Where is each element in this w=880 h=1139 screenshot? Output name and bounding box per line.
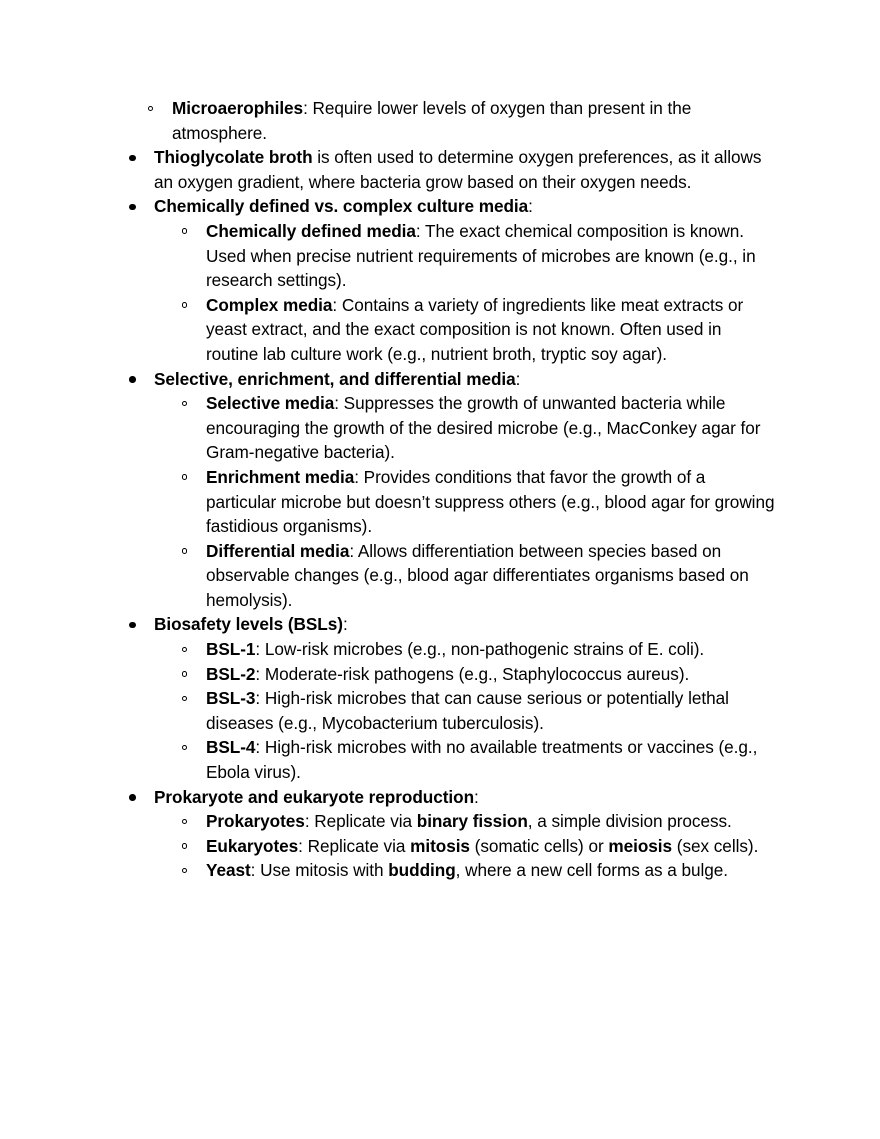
- bold-text-run: Thioglycolate broth: [154, 147, 313, 168]
- sub-list-item: [154, 662, 778, 687]
- bold-text-run: mitosis: [410, 835, 470, 856]
- hollow-circle-bullet-icon: [182, 474, 187, 479]
- text-run: , a simple division process.: [527, 811, 732, 832]
- bullet-list-level-1: [120, 96, 778, 883]
- hollow-circle-bullet-icon: [182, 302, 187, 307]
- text-run: : Contains a variety of ingredients like meat extracts or yeast extract, and the exact composition is not known. Often used in routine lab culture work (e.g., nutrient broth, tryptic soy agar).: [206, 294, 744, 364]
- bold-text-run: BSL-3: [206, 688, 256, 709]
- bold-text-run: Yeast: [206, 860, 251, 881]
- hollow-circle-bullet-icon: [182, 228, 187, 233]
- filled-disc-bullet-icon: [129, 376, 136, 383]
- sub-list-item-text: [172, 96, 778, 145]
- bold-text-run: meiosis: [608, 835, 673, 856]
- bullet-list-level-2: [154, 637, 778, 785]
- text-run: , where a new cell forms as a bulge.: [455, 860, 729, 881]
- bold-text-run: Prokaryote and eukaryote reproduction: [154, 786, 475, 807]
- text-run: : Replicate via: [298, 835, 411, 856]
- sub-list-item: [154, 686, 778, 735]
- hollow-circle-bullet-icon: [182, 548, 187, 553]
- text-run: : Use mitosis with: [250, 860, 389, 881]
- bold-text-run: BSL-2: [206, 663, 256, 684]
- bullet-list-level-2: [154, 809, 778, 883]
- bold-text-run: BSL-4: [206, 737, 256, 758]
- sub-list-item: [154, 809, 778, 834]
- sub-list-item-text: [206, 662, 778, 687]
- sub-list-item: [154, 834, 778, 859]
- text-run: : Suppresses the growth of unwanted bacteria while encouraging the growth of the desired microbe (e.g., MacConkey agar for Gram-negative bacteria).: [206, 393, 761, 463]
- sub-list-item: [154, 539, 778, 613]
- list-item: [120, 612, 778, 784]
- filled-disc-bullet-icon: [129, 622, 136, 629]
- hollow-circle-bullet-icon: [182, 868, 187, 873]
- hollow-circle-bullet-icon: [182, 696, 187, 701]
- bullet-list-level-2: [154, 391, 778, 612]
- hollow-circle-bullet-icon: [182, 671, 187, 676]
- sub-list-item: [154, 219, 778, 293]
- text-run: :: [528, 196, 533, 217]
- list-item-text: [154, 612, 778, 637]
- bold-text-run: Chemically defined vs. complex culture media: [154, 196, 529, 217]
- sub-list-item-text: [206, 834, 778, 859]
- text-run: : Replicate via: [304, 811, 417, 832]
- bold-text-run: budding: [388, 860, 456, 881]
- sub-list-item: [154, 637, 778, 662]
- list-item-text: [154, 785, 778, 810]
- bold-text-run: binary fission: [416, 811, 528, 832]
- text-run: : Moderate-risk pathogens (e.g., Staphylococcus aureus).: [255, 663, 690, 684]
- text-run: : The exact chemical composition is known. Used when precise nutrient requirements of microbes are known (e.g., in research settings).: [206, 220, 756, 291]
- hollow-circle-bullet-icon: [182, 843, 187, 848]
- text-run: : High-risk microbes with no available treatments or vaccines (e.g., Ebola virus).: [206, 737, 758, 783]
- sub-list-item: [154, 858, 778, 883]
- hollow-circle-bullet-icon: [148, 106, 153, 111]
- text-run: : Require lower levels of oxygen than present in the atmosphere.: [172, 98, 692, 143]
- text-run: is often used to determine oxygen preferences, as it allows an oxygen gradient, where bacteria grow based on their oxygen needs.: [154, 147, 762, 192]
- hollow-circle-bullet-icon: [182, 401, 187, 406]
- sub-list-item: [154, 391, 778, 465]
- text-run: :: [474, 786, 479, 807]
- hollow-circle-bullet-icon: [182, 745, 187, 750]
- bold-text-run: Differential media: [206, 540, 350, 561]
- list-item-text: [154, 194, 778, 219]
- sub-list-item-text: [206, 391, 778, 465]
- filled-disc-bullet-icon: [129, 155, 136, 162]
- bold-text-run: BSL-1: [206, 639, 256, 660]
- bold-text-run: Microaerophiles: [172, 98, 304, 118]
- bold-text-run: Eukaryotes: [206, 835, 299, 856]
- text-run: (somatic cells) or: [469, 835, 609, 856]
- sub-list-item-text: [206, 735, 778, 784]
- list-item: [120, 367, 778, 613]
- text-run: :: [515, 368, 521, 389]
- sub-list-item: [120, 96, 778, 145]
- hollow-circle-bullet-icon: [182, 647, 187, 652]
- sub-list-item-text: [206, 686, 778, 735]
- sub-list-item-text: [206, 637, 778, 662]
- sub-list-item-text: [206, 293, 778, 367]
- text-run: : High-risk microbes that can cause serious or potentially lethal diseases (e.g., Mycobacterium tuberculosis).: [206, 688, 729, 733]
- sub-list-item: [154, 465, 778, 539]
- text-run: : Provides conditions that favor the growth of a particular microbe but doesn’t suppress others (e.g., blood agar for growing fastidious organisms).: [206, 466, 775, 537]
- bold-text-run: Chemically defined media: [206, 220, 416, 241]
- list-item: [120, 785, 778, 883]
- bold-text-run: Prokaryotes: [206, 811, 305, 832]
- sub-list-item: [154, 293, 778, 367]
- list-item: [120, 145, 778, 194]
- filled-disc-bullet-icon: [129, 204, 136, 211]
- text-run: : Allows differentiation between species based on observable changes (e.g., blood agar differentiates organisms based on hemolysis).: [206, 540, 749, 610]
- sub-list-item-text: [206, 219, 778, 293]
- sub-list-item-text: [206, 539, 778, 613]
- bullet-list-level-2: [154, 219, 778, 367]
- list-item-text: [154, 367, 778, 392]
- bullet-list-level-2: [120, 96, 778, 145]
- bold-text-run: Enrichment media: [206, 466, 355, 487]
- sub-list-item-text: [206, 858, 778, 883]
- sub-list-item-text: [206, 465, 778, 539]
- sub-list-item: [154, 735, 778, 784]
- text-run: (sex cells).: [672, 835, 759, 856]
- bold-text-run: Biosafety levels (BSLs): [154, 614, 343, 635]
- hollow-circle-bullet-icon: [182, 819, 187, 824]
- bold-text-run: Selective media: [206, 393, 335, 414]
- bold-text-run: Complex media: [206, 294, 333, 315]
- sub-list-item-text: [206, 809, 778, 834]
- text-run: :: [342, 614, 348, 635]
- document-body: [120, 96, 778, 883]
- bold-text-run: Selective, enrichment, and differential media: [154, 368, 516, 389]
- filled-disc-bullet-icon: [129, 794, 136, 801]
- list-item: [120, 194, 778, 366]
- text-run: : Low-risk microbes (e.g., non-pathogenic strains of E. coli).: [255, 639, 705, 660]
- list-item-text: [154, 145, 778, 194]
